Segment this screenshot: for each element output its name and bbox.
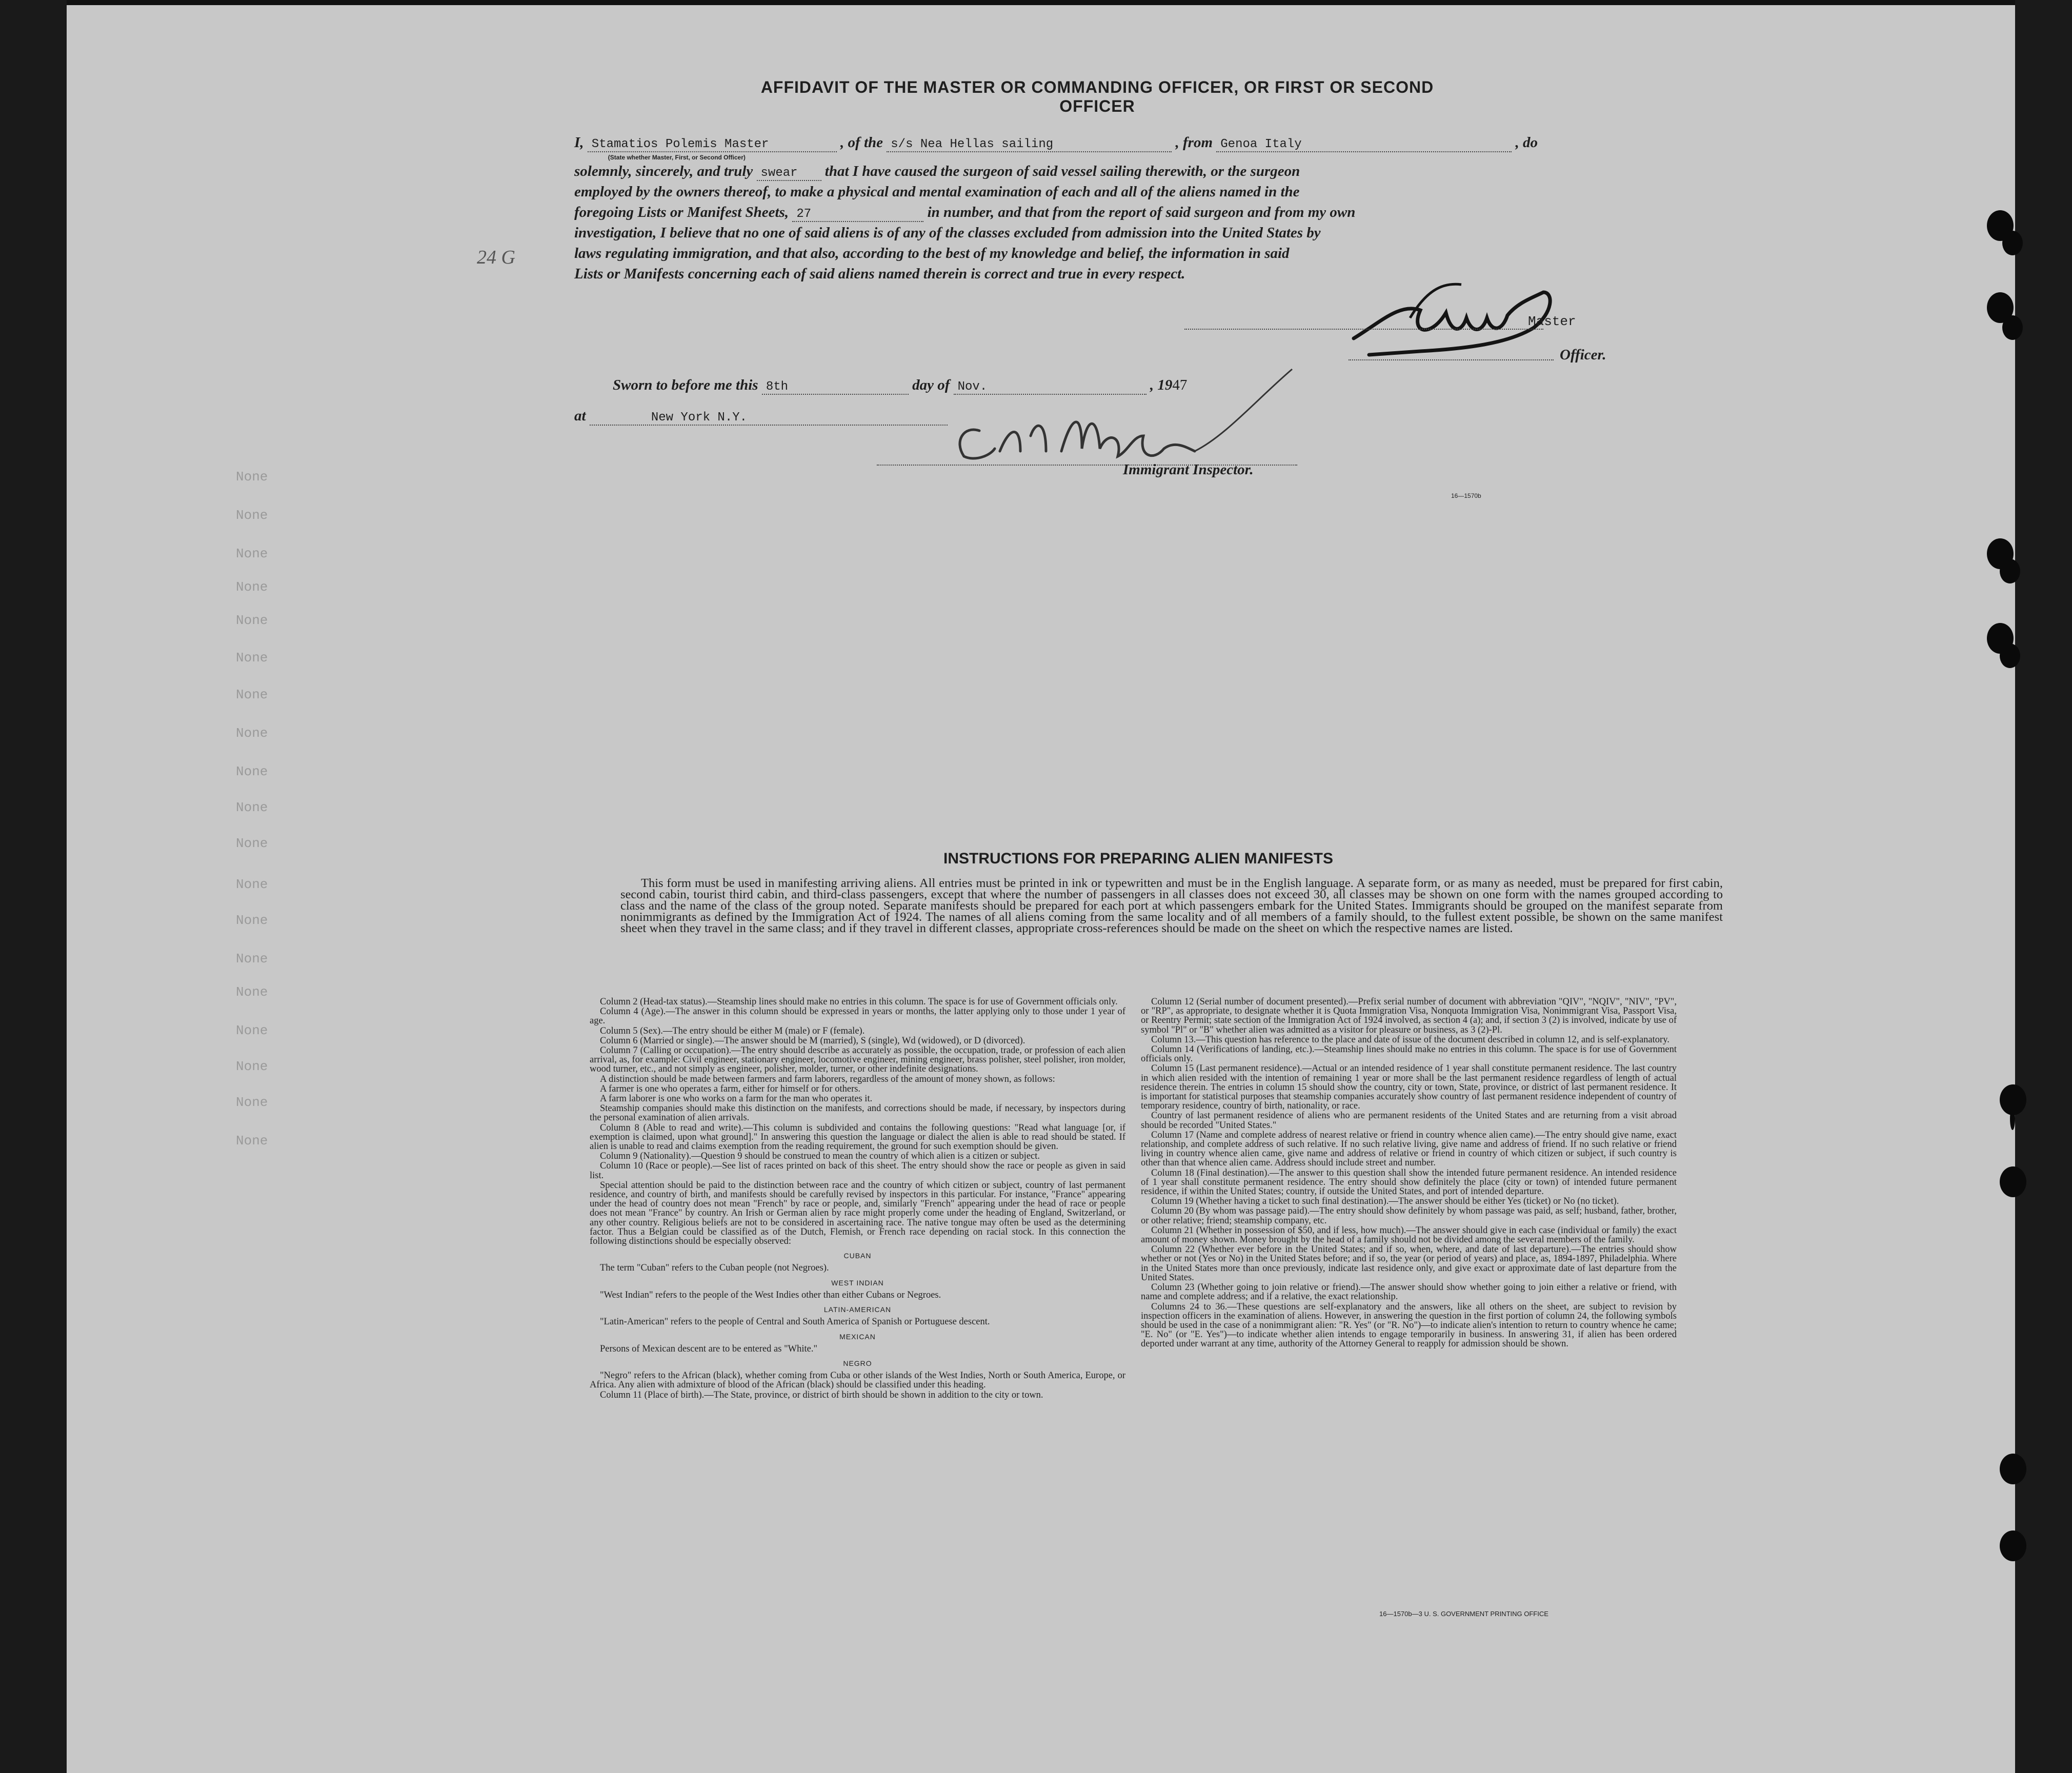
affidavit-line-2 bbox=[574, 163, 1300, 181]
punch-hole bbox=[2000, 1530, 2026, 1561]
instruction-paragraph: Steamship companies should make this distinction on the manifests, and corrections should be made, if necessary, by inspectors during the personal examination of alien arrivals. bbox=[590, 1103, 1125, 1123]
printing-office-footer: 16—1570b—3 U. S. GOVERNMENT PRINTING OFFICE bbox=[1379, 1610, 1548, 1618]
affidavit-do: , do bbox=[1515, 134, 1538, 151]
affidavit-line-7: Lists or Manifests concerning each of said aliens named therein is correct and true in every respect. bbox=[574, 266, 1185, 282]
punch-hole bbox=[2002, 231, 2023, 255]
instruction-paragraph: Special attention should be paid to the distinction between race and the country of which citizen or subject, country of last permanent residence, and country of birth, and manifests should be carefully revised by inspectors in this particular. For instance, "France" appearing under the head of country does not mean "French" by race or people, and, similarly "French" appearing under the head of race or people does not mean "France" by country. An Irish or German alien by race might properly come under the heading of England, Switzerland, or any other country. Religious beliefs are not to be considered in ascertaining race. The native tongue may often be used as the determining factor. Thus a Belgian could be classified as of the Dutch, Flemish, or French race depending on racial stock. In this connection the following distinctions should be especially observed: bbox=[590, 1180, 1125, 1247]
vessel-field: s/s Nea Hellas sailing bbox=[887, 137, 1172, 152]
officer-signature-line bbox=[1349, 354, 1554, 363]
officer-name-field bbox=[588, 137, 837, 161]
bleed-through-text: None bbox=[236, 951, 268, 966]
section-heading-mexican: MEXICAN bbox=[839, 1332, 876, 1341]
instruction-paragraph: Column 2 (Head-tax status).—Steamship lines should make no entries in this column. The space is for use of Government officials only. bbox=[600, 997, 1118, 1007]
bleed-through-text: None bbox=[236, 546, 268, 561]
instruction-paragraph: Column 10 (Race or people).—See list of races printed on back of this sheet. The entry should show the race or people as given in said list. bbox=[590, 1161, 1125, 1181]
master-signature-line bbox=[1184, 323, 1584, 332]
instruction-paragraph: Column 22 (Whether ever before in the United States; and if so, when, where, and date of last departure).—The entries should show whether or not (Yes or No) in the United States before; and if so, the year (or period of years) and place, as, 1894-1897, Philadelphia. Where in the United States more than once previously, indicate last residence only, and give exact or approximate date of last departure from the United States. bbox=[1141, 1244, 1677, 1283]
officer-hint: (State whether Master, First, or Second Officer) bbox=[608, 154, 746, 161]
sheets-count-field: 27 bbox=[792, 207, 923, 222]
bleed-through-text: None bbox=[236, 726, 268, 741]
instruction-paragraph: "Negro" refers to the African (black), whether coming from Cuba or other islands of the West Indies, North or South America, Europe, or Africa. Any alien with admixture of blood of the African (black) should be classified under this heading. bbox=[590, 1371, 1125, 1391]
affidavit-line-6: laws regulating immigration, and that also, according to the best of my knowledge and belief, the information in said bbox=[574, 245, 1290, 261]
bleed-through-text: None bbox=[236, 984, 268, 1000]
instructions-right-column bbox=[1141, 997, 1677, 1349]
inspector-label: Immigrant Inspector. bbox=[1123, 461, 1254, 478]
punch-hole bbox=[2002, 315, 2023, 340]
affidavit-from: , from bbox=[1175, 134, 1213, 151]
affidavit-title: AFFIDAVIT OF THE MASTER OR COMMANDING OFFICER, OR FIRST OR SECOND OFFICER bbox=[760, 78, 1434, 115]
bleed-through-text: None bbox=[236, 1133, 268, 1149]
margin-note: 24 G bbox=[477, 247, 515, 268]
bleed-through-text: None bbox=[236, 1095, 268, 1110]
affidavit-line-5: investigation, I believe that no one of said aliens is of any of the classes excluded from admission into the United States by bbox=[574, 225, 1321, 241]
instruction-paragraph: Column 6 (Married or single).—The answer should be M (married), S (single), Wd (widowed), or D (divorced). bbox=[600, 1035, 1025, 1046]
instruction-paragraph: Column 15 (Last permanent residence).—Actual or an intended residence of 1 year shall constitute permanent residence. The last country in which alien resided with the intention of remaining 1 year or more shall be the last permanent residence regardless of length of actual residence therein. The entries in column 15 should show the country, city or town, State, province, or district of last permanent residence. It is important for statistical purposes that steamship companies accurately show country of last permanent residence independent of country of temporary residence, country of birth, nationality, or race. bbox=[1141, 1063, 1677, 1112]
instruction-paragraph: The term "Cuban" refers to the Cuban people (not Negroes). bbox=[600, 1263, 829, 1274]
day-field: 8th bbox=[762, 380, 909, 395]
instruction-paragraph: Column 14 (Verifications of landing, etc.).—Steamship lines should make no entries in this column. The space is for use of Government officials only. bbox=[1141, 1044, 1677, 1064]
bleed-through-text: None bbox=[236, 800, 268, 815]
sworn-text: Sworn to before me this bbox=[613, 377, 758, 393]
instructions-left-column bbox=[590, 997, 1125, 1400]
instruction-paragraph: Column 5 (Sex).—The entry should be either M (male) or F (female). bbox=[600, 1025, 865, 1036]
affidavit-line-3: employed by the owners thereof, to make a physical and mental examination of each and all of the aliens named in the bbox=[574, 184, 1300, 200]
instruction-paragraph: Country of last permanent residence of aliens who are permanent residents of the United States and are returning from a visit abroad should be recorded "United States." bbox=[1141, 1111, 1677, 1131]
affidavit-line-4 bbox=[574, 204, 1355, 222]
port-field: Genoa Italy bbox=[1216, 137, 1512, 152]
section-heading-west-indian: WEST INDIAN bbox=[831, 1278, 884, 1287]
year-field: 47 bbox=[1172, 377, 1188, 393]
bleed-through-text: None bbox=[236, 687, 268, 702]
instruction-paragraph: Column 20 (By whom was passage paid).—The entry should show definitely by whom passage was paid, as self; husband, father, brother, or other relative; friend; steamship company, etc. bbox=[1141, 1206, 1677, 1226]
affidavit-text: that I have caused the surgeon of said vessel sailing therewith, or the surgeon bbox=[824, 163, 1300, 179]
instruction-paragraph: Columns 24 to 36.—These questions are self-explanatory and the answers, like all others on the sheet, are subject to revision by inspection officers in the examination of aliens. However, in answering the question in the first portion of column 24, the following symbols should be used in the case of a nonimmigrant alien: "R. Yes" (or "R. No")—to indicate alien's intention to return to country whence he came; "E. No" (or "E. Yes")—to indicate whether alien intends to engage temporarily in business. In answering 31, if alien has been ordered deported under warrant at any time, authority of the Attorney General to reapply for admission should be shown. bbox=[1141, 1301, 1677, 1349]
at-label: at bbox=[574, 408, 586, 424]
instructions-intro: This form must be used in manifesting arriving aliens. All entries must be printed in ink or typewritten and must be in the English language. A separate form, or as many as needed, must be prepared for first cabin, second cabin, tourist third cabin, and third-class passengers, except that where the number of passengers in all classes does not exceed 30, all classes may be shown on one form with the names grouped according to class and the name of the class of the group noted. Separate manifests should be prepared for each port at which passengers embark for the United States. Immigrants should be grouped on the manifest separate from nonimmigrants as defined by the Immigration Act of 1924. The names of all aliens coming from the same locality and of all members of a family should, to the fullest extent possible, be shown on the same manifest sheet when they travel in the same class; and if they travel in different classes, appropriate cross-references should be made on the sheet on which the respective names are listed. bbox=[620, 876, 1723, 935]
punch-hole bbox=[2000, 1454, 2026, 1484]
affidavit-text: in number, and that from the report of said surgeon and from my own bbox=[927, 204, 1356, 220]
bleed-through-text: None bbox=[236, 613, 268, 628]
instruction-paragraph: Column 13.—This question has reference to the place and date of issue of the document described in column 12, and is self-explanatory. bbox=[1151, 1034, 1669, 1045]
sworn-text: day of bbox=[912, 377, 950, 393]
instruction-paragraph: A farm laborer is one who works on a farm for the man who operates it. bbox=[600, 1094, 873, 1104]
instruction-paragraph: "Latin-American" refers to the people of Central and South America of Spanish or Portuguese descent. bbox=[600, 1317, 990, 1327]
punch-hole bbox=[2010, 1107, 2015, 1130]
affidavit-i: I, bbox=[574, 134, 584, 151]
instruction-paragraph: "West Indian" refers to the people of the West Indies other than either Cubans or Negroes. bbox=[600, 1290, 941, 1300]
instruction-paragraph: Persons of Mexican descent are to be entered as "White." bbox=[600, 1343, 818, 1354]
instruction-paragraph: A distinction should be made between farmers and farm laborers, regardless of the amount of money shown, as follows: bbox=[600, 1074, 1055, 1084]
bleed-through-text: None bbox=[236, 650, 268, 666]
instruction-paragraph: Column 11 (Place of birth).—The State, province, or district of birth should be shown in addition to the city or town. bbox=[600, 1389, 1043, 1400]
dotted-line bbox=[1184, 329, 1543, 330]
affidavit-of: , of the bbox=[840, 134, 883, 151]
bleed-through-text: None bbox=[236, 508, 268, 523]
officer-name: Stamatios Polemis Master bbox=[591, 137, 769, 151]
place-field: New York N.Y. bbox=[590, 411, 948, 426]
instruction-paragraph: Column 12 (Serial number of document presented).—Prefix serial number of document with abbreviation "QIV", "NQIV", "NIV", "PV", or "RP", as appropriate, to designate whether it is Quota Immigration Visa, Nonquota Immigration Visa, Nonimmigrant Visa, Passport Visa, or Reentry Permit; state section of the Immigration Act of 1924 involved, as section 4 (a); and, if section 3 (2) is involved, indicate by use of symbol "Pl" or "B" whether alien was admitted as a visitor for pleasure or business, as 3 (2)-Pl. bbox=[1141, 997, 1677, 1035]
bleed-through-text: None bbox=[236, 579, 268, 595]
bleed-through-text: None bbox=[236, 913, 268, 928]
affidavit-line-1 bbox=[574, 134, 1538, 161]
instruction-paragraph: Column 8 (Able to read and write).—This column is subdivided and contains the following questions: "Read what language [or, if exemption is claimed, upon what ground]." In answering this question the language or dialect the alien is able to read should be stated. If alien is unable to read and claims exemption from the reading requirement, the ground for such exemption should be given. bbox=[590, 1122, 1125, 1152]
instruction-paragraph: Column 18 (Final destination).—The answer to this question shall show the intended future permanent residence. An intended residence of 1 year shall constitute permanent residence. The entry should show definitely the place (city or town) of intended future permanent residence, if within the United States; country, if outside the United States, and port of intended departure. bbox=[1141, 1167, 1677, 1197]
punch-hole bbox=[2000, 559, 2020, 583]
master-label: Master bbox=[1528, 314, 1576, 329]
bleed-through-text: None bbox=[236, 836, 268, 851]
instruction-paragraph: Column 19 (Whether having a ticket to such final destination).—The answer should be either Yes (ticket) or No (no ticket). bbox=[1151, 1196, 1619, 1207]
instruction-paragraph: Column 9 (Nationality).—Question 9 should be construed to mean the country of which alien is a citizen or subject. bbox=[600, 1151, 1040, 1162]
instruction-paragraph: A farmer is one who operates a farm, either for himself or for others. bbox=[600, 1083, 861, 1094]
oath-field: swear bbox=[757, 166, 821, 181]
bleed-through-text: None bbox=[236, 764, 268, 779]
bleed-through-text: None bbox=[236, 877, 268, 892]
manifest-page bbox=[67, 0, 2015, 1773]
dotted-line bbox=[1349, 359, 1554, 360]
month-field: Nov. bbox=[954, 380, 1146, 395]
punch-hole bbox=[2000, 643, 2020, 668]
instruction-paragraph: Column 4 (Age).—The answer in this column should be expressed in years or months, the latter applying only to those under 1 year of age. bbox=[590, 1006, 1125, 1026]
instruction-paragraph: Column 7 (Calling or occupation).—The entry should describe as accurately as possible, the occupation, trade, or profession of each alien arrival, as, for example: Civil engineer, stationary engineer, locomotive engineer, mining engineer, brass polisher, steel polisher, iron molder, wood turner, etc., and not simply as engineer, polisher, molder, turner, or other indefinite designations. bbox=[590, 1045, 1125, 1075]
bleed-through-text: None bbox=[236, 1059, 268, 1074]
instructions-title: INSTRUCTIONS FOR PREPARING ALIEN MANIFESTS bbox=[943, 850, 1334, 867]
sworn-text: , 19 bbox=[1150, 377, 1173, 393]
punch-hole bbox=[2000, 1166, 2026, 1197]
instruction-paragraph: Column 17 (Name and complete address of nearest relative or friend in country whence alien came).—The entry should give name, exact relationship, and complete address of such relative. If no such relative living, give name and address of friend. If no such relative or friend living in country whence alien came, give name and address of relative or friend in country of which citizen or subject, if such country is other than that whence alien came. Address should include street and number. bbox=[1141, 1130, 1677, 1168]
affidavit-text: foregoing Lists or Manifest Sheets, bbox=[574, 204, 789, 220]
page-top-edge bbox=[67, 0, 2015, 5]
form-code-top: 16—1570b bbox=[1451, 492, 1481, 499]
affidavit-text: solemnly, sincerely, and truly bbox=[574, 163, 753, 179]
section-heading-cuban: CUBAN bbox=[843, 1252, 872, 1260]
instruction-paragraph: Column 23 (Whether going to join relative or friend).—The answer should show whether going to join either a relative or friend, with name and complete address; and if a relative, the exact relationship. bbox=[1141, 1282, 1677, 1302]
section-heading-negro: NEGRO bbox=[843, 1359, 872, 1367]
bleed-through-text: None bbox=[236, 469, 268, 485]
officer-label: Officer. bbox=[1560, 347, 1606, 363]
instruction-paragraph: Column 21 (Whether in possession of $50, and if less, how much).—The answer should give in each case (individual or family) the exact amount of money shown. Money brought by the head of a family should not be divided among the several members of the family. bbox=[1141, 1225, 1677, 1245]
bleed-through-text: None bbox=[236, 1023, 268, 1038]
section-heading-latin-american: LATIN-AMERICAN bbox=[823, 1305, 892, 1314]
